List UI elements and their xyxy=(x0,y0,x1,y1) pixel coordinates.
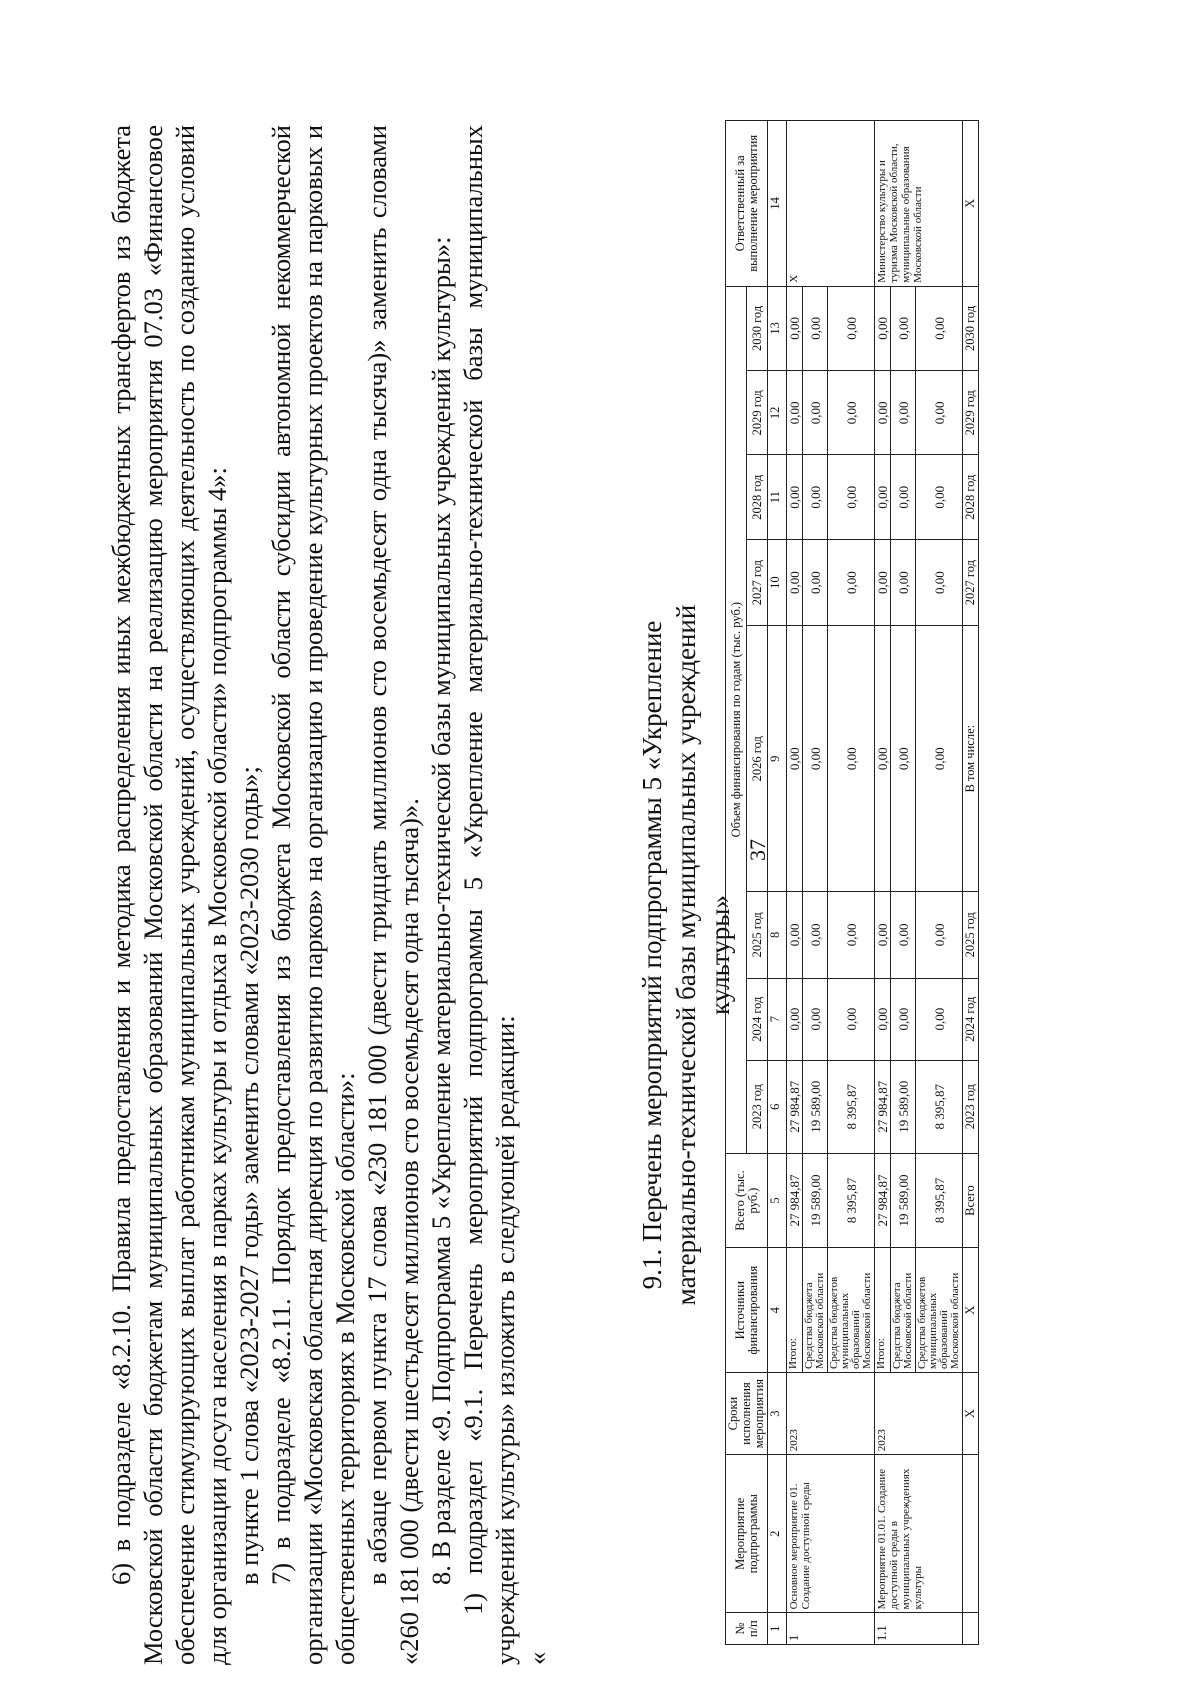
value-cell: 0,00 xyxy=(787,371,803,455)
measure-terms: 2023 xyxy=(875,1372,963,1454)
value-cell: 0,00 xyxy=(875,539,891,625)
paragraph-item-6: 6) в подразделе «8.2.10. Правила предоставления и методика распределения иных межбюджетных трансфертов из бюджета Московской области бюджетам муниципальных образований Московской области на реализацию мероприятия 07.03 «Финансовое обеспечение стимулирующих выплат работникам муниципальных учреждений, осуществляющих деятельность по созданию условий для организации досуга населения в парках культуры и отдыха в Московской области» подпрограммы 4»: xyxy=(106,125,232,1665)
value-cell: 0,00 xyxy=(828,286,875,370)
value-cell: 0,00 xyxy=(875,286,891,370)
header-measure: Мероприятие подпрограммы xyxy=(726,1455,768,1613)
value-cell: 0,00 xyxy=(803,539,828,625)
body-text xyxy=(105,125,553,1665)
value-cell: 8 395,87 xyxy=(916,1060,963,1153)
value-cell: 0,00 xyxy=(803,371,828,455)
footer-empty xyxy=(963,1613,979,1645)
paragraph-section-8: 8. В разделе «9. Подпрограмма 5 «Укрепление материально-технической базы муниципальных учреждений культуры»: xyxy=(426,236,456,1585)
column-index: 14 xyxy=(768,121,787,287)
footer-sources: Х xyxy=(963,1248,979,1372)
source-cell: Средства бюджетов муниципальных образований Московской области xyxy=(916,1248,963,1372)
value-cell: 0,00 xyxy=(787,892,803,978)
header-terms: Сроки исполнения мероприятия xyxy=(726,1372,768,1454)
total-cell: 27 984,87 xyxy=(875,1153,891,1248)
value-cell: 0,00 xyxy=(916,455,963,539)
value-cell: 0,00 xyxy=(787,455,803,539)
value-cell: 0,00 xyxy=(828,371,875,455)
value-cell: 0,00 xyxy=(891,371,916,455)
source-cell: Средства бюджета Московской области xyxy=(891,1248,916,1372)
page-number: 37 xyxy=(745,839,770,861)
column-index: 3 xyxy=(768,1372,787,1454)
source-cell: Итого: xyxy=(787,1248,803,1372)
value-cell: 0,00 xyxy=(891,286,916,370)
value-cell: 0,00 xyxy=(891,455,916,539)
footer-year: 2030 год xyxy=(963,286,979,370)
source-cell: Средства бюджетов муниципальных образований Московской области xyxy=(828,1248,875,1372)
value-cell: 0,00 xyxy=(875,371,891,455)
value-cell: 0,00 xyxy=(891,978,916,1060)
header-year: 2027 год xyxy=(747,539,768,625)
value-cell: 0,00 xyxy=(787,286,803,370)
value-cell: 0,00 xyxy=(828,455,875,539)
footer-year: 2023 год xyxy=(963,1060,979,1153)
row-num: 1.1 xyxy=(875,1613,963,1645)
value-cell: 0,00 xyxy=(875,892,891,978)
value-cell: 0,00 xyxy=(891,892,916,978)
value-cell: 0,00 xyxy=(916,539,963,625)
value-cell: 8 395,87 xyxy=(828,1060,875,1153)
value-cell: 0,00 xyxy=(803,626,828,892)
column-index: 8 xyxy=(768,892,787,978)
value-cell: 0,00 xyxy=(803,455,828,539)
rotated-page-content xyxy=(60,105,1150,1685)
header-row-1 xyxy=(726,121,747,1645)
total-cell: 27 984,87 xyxy=(787,1153,803,1248)
total-cell: 8 395,87 xyxy=(828,1153,875,1248)
column-index: 11 xyxy=(768,455,787,539)
value-cell: 0,00 xyxy=(891,539,916,625)
value-cell: 0,00 xyxy=(803,286,828,370)
column-index: 10 xyxy=(768,539,787,625)
header-year: 2030 год xyxy=(747,286,768,370)
value-cell: 0,00 xyxy=(875,626,891,892)
value-cell: 0,00 xyxy=(787,978,803,1060)
measures-table xyxy=(725,120,979,1645)
value-cell: 0,00 xyxy=(875,978,891,1060)
source-cell: Итого: xyxy=(875,1248,891,1372)
paragraph-item-7: 7) в подразделе «8.2.11. Порядок предоставления из бюджета Московской области субсидии автономной некоммерческой организации «Московская областная дирекция по развитию парков» на организацию и проведение культурных проектов на парковых и общественных территориях в Московской области»: xyxy=(266,125,360,1665)
measure-terms: 2023 xyxy=(787,1372,875,1454)
value-cell: 0,00 xyxy=(875,455,891,539)
measure-name: Мероприятие 01.01. Создание доступной среды в муниципальных учреждениях культуры xyxy=(875,1455,963,1613)
column-index: 6 xyxy=(768,1060,787,1153)
table-row xyxy=(787,121,803,1645)
value-cell: 0,00 xyxy=(803,978,828,1060)
measures-table-wrap xyxy=(725,120,979,1645)
value-cell: 0,00 xyxy=(891,626,916,892)
row-num: 1 xyxy=(787,1613,875,1645)
header-year: 2026 год xyxy=(747,626,768,892)
footer-row xyxy=(963,121,979,1645)
footer-year: 2029 год xyxy=(963,371,979,455)
table-row xyxy=(875,121,891,1645)
value-cell: 0,00 xyxy=(787,626,803,892)
header-total: Всего (тыс. руб.) xyxy=(726,1153,768,1248)
total-cell: 19 589,00 xyxy=(803,1153,828,1248)
column-index: 13 xyxy=(768,286,787,370)
paragraph-point-1: в пункте 1 слова «2023-2027 годы» заменить словами «2023-2030 годы»; xyxy=(234,766,264,1585)
header-year: 2023 год xyxy=(747,1060,768,1153)
footer-year: 2024 год xyxy=(963,978,979,1060)
total-cell: 8 395,87 xyxy=(916,1153,963,1248)
value-cell: 19 589,00 xyxy=(803,1060,828,1153)
column-index: 12 xyxy=(768,371,787,455)
header-year: 2025 год xyxy=(747,892,768,978)
header-year: 2029 год xyxy=(747,371,768,455)
responsible-cell: Министерство культуры и туризма Московской области, муниципальные образования Московской области xyxy=(875,121,963,287)
responsible-cell: Х xyxy=(787,121,875,287)
opening-quote: « xyxy=(522,1651,552,1665)
value-cell: 0,00 xyxy=(916,626,963,892)
source-cell: Средства бюджета Московской области xyxy=(803,1248,828,1372)
column-index: 4 xyxy=(768,1248,787,1372)
column-index: 7 xyxy=(768,978,787,1060)
header-sources: Источники финансирования xyxy=(726,1248,768,1372)
footer-terms: Х xyxy=(963,1372,979,1454)
value-cell: 27 984,87 xyxy=(875,1060,891,1153)
footer-year: 2027 год xyxy=(963,539,979,625)
footer-empty xyxy=(963,1455,979,1613)
value-cell: 0,00 xyxy=(828,892,875,978)
column-index: 2 xyxy=(768,1455,787,1613)
column-index: 1 xyxy=(768,1613,787,1645)
value-cell: 19 589,00 xyxy=(891,1060,916,1153)
value-cell: 0,00 xyxy=(787,539,803,625)
value-cell: 0,00 xyxy=(828,978,875,1060)
paragraph-subsection-9-1: 1) подраздел «9.1. Перечень мероприятий подпрограммы 5 «Укрепление материально-технической базы муниципальных учреждений культуры» изложить в следующей редакции: xyxy=(458,125,520,1665)
header-year: 2028 год xyxy=(747,455,768,539)
value-cell: 0,00 xyxy=(916,286,963,370)
value-cell: 27 984,87 xyxy=(787,1060,803,1153)
footer-including: В том числе: xyxy=(963,626,979,892)
value-cell: 0,00 xyxy=(828,539,875,625)
section-title: 9.1. Перечень мероприятий подпрограммы 5 «Укрепление материально-технической базы муниципальных учреждений культуры» xyxy=(637,604,735,1306)
header-volume: Объем финансирования по годам (тыс. руб.) xyxy=(726,286,747,1153)
value-cell: 0,00 xyxy=(803,892,828,978)
footer-total: Всего xyxy=(963,1153,979,1248)
column-index-row xyxy=(768,121,787,1645)
paragraph-point-17: в абзаце первом пункта 17 слова «230 181 000 (двести тридцать миллионов сто восемьдесят одна тысяча)» заменить словами «260 181 000 (двести шестьдесят миллионов сто восемьдесят одна тысяча)». xyxy=(362,125,424,1665)
value-cell: 0,00 xyxy=(828,626,875,892)
footer-responsible: Х xyxy=(963,121,979,287)
column-index: 5 xyxy=(768,1153,787,1248)
value-cell: 0,00 xyxy=(916,371,963,455)
total-cell: 19 589,00 xyxy=(891,1153,916,1248)
footer-year: 2028 год xyxy=(963,455,979,539)
header-responsible: Ответственный за выполнение мероприятия xyxy=(726,121,768,287)
value-cell: 0,00 xyxy=(916,978,963,1060)
header-year: 2024 год xyxy=(747,978,768,1060)
measure-name: Основное мероприятие 01. Создание доступной среды xyxy=(787,1455,875,1613)
value-cell: 0,00 xyxy=(916,892,963,978)
header-num: № п/п xyxy=(726,1613,768,1645)
column-index: 9 xyxy=(768,626,787,892)
footer-year: 2025 год xyxy=(963,892,979,978)
